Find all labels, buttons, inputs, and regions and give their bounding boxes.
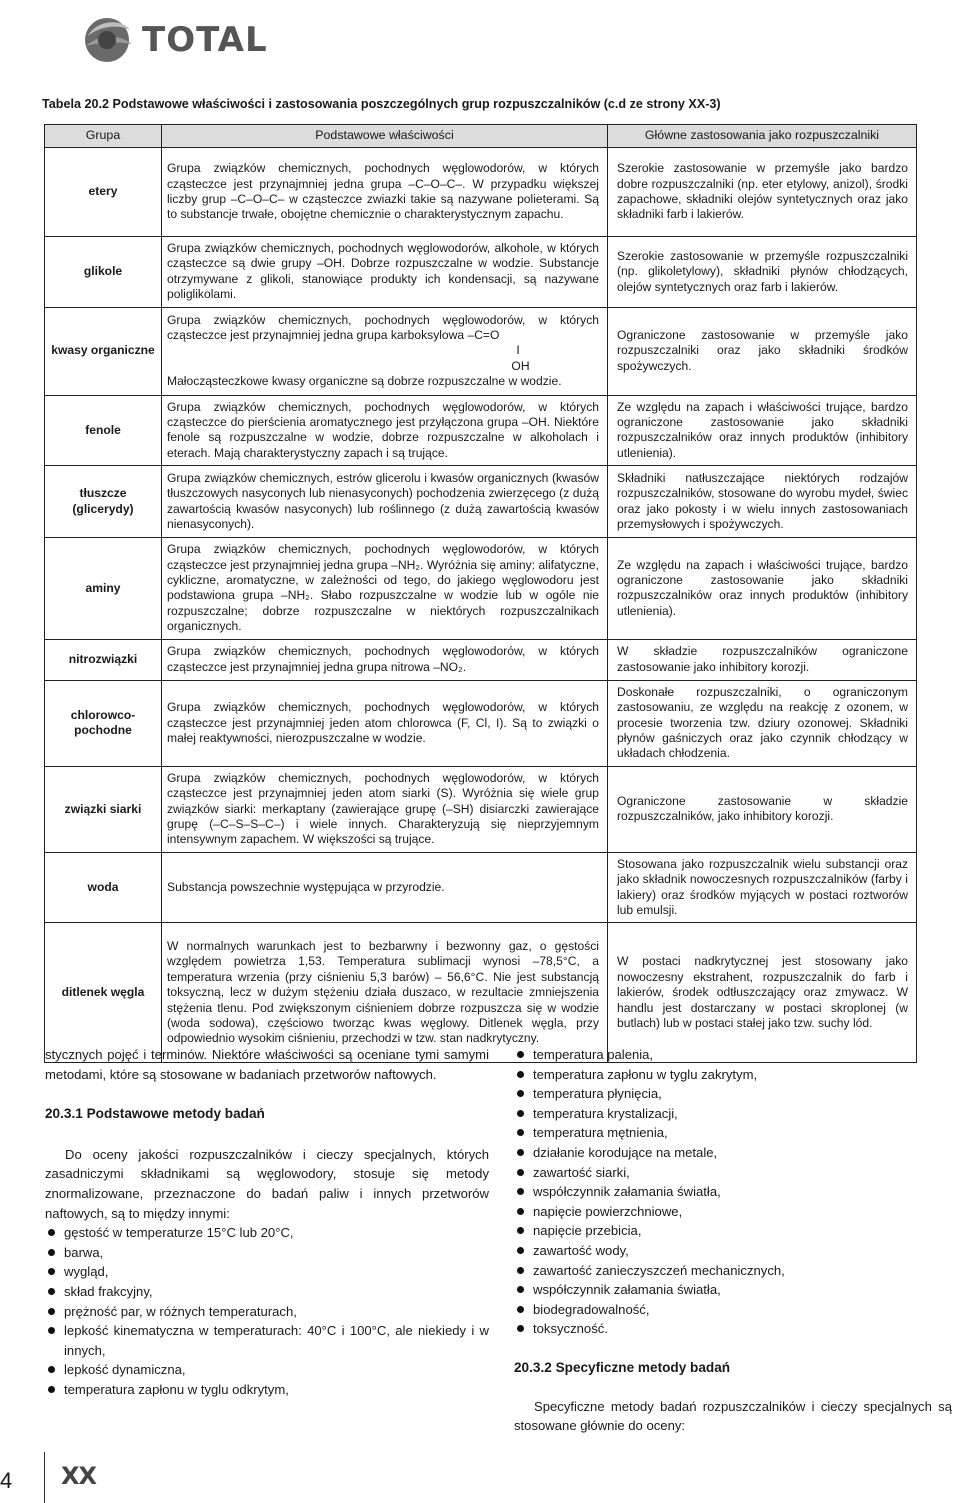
group-cell: chlorowco-pochodne: [45, 680, 162, 766]
uses-cell: W składzie rozpuszczalników ograniczone zastosowanie jako inhibitory korozji.: [608, 639, 917, 680]
table-row: [45, 237, 917, 308]
section-heading-basic: 20.3.1 Podstawowe metody badań: [45, 1106, 265, 1122]
total-logo: [78, 14, 268, 66]
list-item: temperatura mętnienia,: [514, 1123, 952, 1143]
table-row: [45, 395, 917, 466]
list-item: skład frakcyjny,: [45, 1282, 489, 1302]
list-item: działanie korodujące na metale,: [514, 1143, 952, 1163]
table-row: [45, 639, 917, 680]
group-cell: aminy: [45, 538, 162, 639]
table-row: [45, 538, 917, 639]
list-item: zawartość zanieczyszczeń mechanicznych,: [514, 1261, 952, 1281]
uses-cell: W postaci nadkrytycznej jest stosowany jako nowoczesny ekstrahent, rozpuszczalnik do farb i lakierów, środek odtłuszczający oraz zmywacz. W handlu jest dostarczany w postaci skroplonej (w butlach) lub w postaci stałej jako tzw. suchy lód.: [608, 923, 917, 1063]
table-row: [45, 307, 917, 395]
properties-cell: Grupa związków chemicznych, pochodnych węglowodorów, w których cząsteczce jest przynajmniej jedna grupa –NH₂. Wyróżnia się aminy: alifatyczne, cykliczne, aromatyczne, w zależności od tego, do jakiego węglowodoru jest podstawiona grupa –NH₂. Słabo rozpuszczalne w wodzie lub w ogóle nie rozpuszczalne; dobrze rozpuszczalne w niektórych rozpuszczalnikach organicznych.: [162, 538, 608, 639]
table-header-row: [45, 125, 917, 148]
table-row: [45, 466, 917, 538]
properties-cell: [162, 307, 608, 395]
footer-divider: [44, 1452, 45, 1503]
header-uses: Główne zastosowania jako rozpuszczalniki: [608, 125, 917, 148]
list-item: lepkość kinematyczna w temperaturach: 40°C i 100°C, ale niekiedy i w innych,: [45, 1321, 489, 1360]
list-item: temperatura palenia,: [514, 1045, 952, 1065]
total-logo-icon: [78, 14, 136, 66]
table-caption: Tabela 20.2 Podstawowe właściwości i zastosowania poszczególnych grup rozpuszczalników (c.d ze strony XX-3): [42, 97, 721, 111]
section-heading-specific: 20.3.2 Specyficzne metody badań: [514, 1359, 731, 1375]
uses-cell: Ze względu na zapach i właściwości trujące, bardzo ograniczone zastosowanie jako składniki rozpuszczalników oraz innych produktów (inhibitory utlenienia).: [608, 538, 917, 639]
footer-label: XX: [61, 1462, 97, 1490]
properties-cell: W normalnych warunkach jest to bezbarwny i bezwonny gaz, o gęstości względem powietrza 1,53. Temperatura sublimacji wynosi –78,5°C, a temperatura wrzenia (przy ciśnieniu 5,3 barów) – 56,6°C. Nie jest substancją toksyczną, lecz w dużym stężeniu działa duszaco, w rezultacie zmniejszenia stężenia tlenu. Pod zwiększonym ciśnieniem dobrze rozpuszcza się w wodzie (woda sodowa), częściowo tworząc kwas węglowy. Ditlenek węgla, przy odpowiednio wysokim ciśnieniu, przechodzi w tzw. stan nadkrytyczny.: [162, 923, 608, 1063]
table-row: [45, 852, 917, 923]
group-cell: nitrozwiązki: [45, 639, 162, 680]
logo-text: TOTAL: [142, 20, 268, 60]
list-item: współczynnik załamania światła,: [514, 1182, 952, 1202]
list-item: gęstość w temperaturze 15°C lub 20°C,: [45, 1223, 489, 1243]
basic-methods-paragraph: Do oceny jakości rozpuszczalników i cieczy specjalnych, których zasadniczymi składnikami są węglowodory, stosuje się metody znormalizowane, przeznaczone do badań paliw i innych przetworów naftowych, są to między innymi:: [45, 1146, 489, 1221]
basic-methods-list: [45, 1223, 489, 1399]
properties-cell: Grupa związków chemicznych, pochodnych węglowodorów, w których cząsteczce jest przynajmniej jedna grupa –C–O–C–. W przypadku większej liczby grup –C–O–C– w cząsteczce zwiazki takie są nazywane polieterami. Są to substancje trwałe, obojętne chemicznie o charakterystycznym zapachu.: [162, 148, 608, 237]
properties-tail: Małocząsteczkowe kwasy organiczne są dobrze rozpuszczalne w wodzie.: [167, 374, 562, 389]
properties-cell: Grupa związków chemicznych, pochodnych węglowodorów, w których cząsteczce do pierścienia aromatycznego jest przyłączona grupa –OH. Niektóre fenole są rozpuszczalne w wodzie, dobrze rozpuszczalne w alkoholach i eterach. Mają charakterystyczny zapach i są trujące.: [162, 395, 608, 466]
properties-cell: Grupa związków chemicznych, pochodnych węglowodorów, w których cząsteczce jest przynajmniej jedna grupa nitrowa –NO₂.: [162, 639, 608, 680]
header-properties: Podstawowe właściwości: [162, 125, 608, 148]
right-column: [514, 1045, 952, 1436]
properties-cell: Grupa związków chemicznych, pochodnych węglowodorów, w których cząsteczce jest przynajmniej jeden atom chlorowca (F, Cl, I). Są to związki o małej reaktywności, nierozpuszczalne w wodzie.: [162, 680, 608, 766]
uses-cell: Ze względu na zapach i właściwości trujące, bardzo ograniczone zastosowanie jako składniki rozpuszczalników oraz innych produktów (inhibitory utlenienia).: [608, 395, 917, 466]
list-item: temperatura zapłonu w tyglu zakrytym,: [514, 1065, 952, 1085]
properties-cell: Grupa związków chemicznych, pochodnych węglowodorów, w których cząsteczce jest przynajmniej jeden atom siarki (S). Wyróżnia się wiele grup związków siarki: merkaptany (zawierające grupę (–SH) disiarczki zawierające grupę (–C–S–S–C–) i wiele innych. Charakteryzują się nieprzyjemnym intensywnym zapachem. W większości są trujące.: [162, 766, 608, 852]
group-cell: związki siarki: [45, 766, 162, 852]
properties-text: Grupa związków chemicznych, pochodnych węglowodorów, w których cząsteczce jest przynajmniej jedna grupa karboksylowa –C=O: [167, 312, 599, 343]
table-row: [45, 680, 917, 766]
table-row: [45, 766, 917, 852]
formula-oh: OH: [511, 358, 530, 373]
uses-cell: Składniki natłuszczające niektórych rodzajów rozpuszczalników, stosowane do wyrobu mydeł, świec oraz jako pokosty i w wielu innych zastosowaniach przemysłowych i spożywczych.: [608, 466, 917, 538]
list-item: biodegradowalność,: [514, 1300, 952, 1320]
list-item: lepkość dynamiczna,: [45, 1360, 489, 1380]
list-item: zawartość wody,: [514, 1241, 952, 1261]
list-item: temperatura płynięcia,: [514, 1084, 952, 1104]
list-item: napięcie przebicia,: [514, 1221, 952, 1241]
properties-cell: Grupa związków chemicznych, estrów glicerolu i kwasów organicznych (kwasów tłuszczowych nasyconych lub nienasyconych) pochodzenia zwierzęcego (z dużą zawartością kwasów nasyconych) lub roślinnego (z dużą zawartością kwasów nienasyconych).: [162, 466, 608, 538]
intro-paragraph: stycznych pojęć i terminów. Niektóre właściwości są oceniane tymi samymi metodami, które są stosowane w badaniach przetworów naftowych.: [45, 1047, 489, 1082]
list-item: zawartość siarki,: [514, 1163, 952, 1183]
group-cell: tłuszcze (glicerydy): [45, 466, 162, 538]
solvents-table: [44, 124, 917, 1063]
group-cell: etery: [45, 148, 162, 237]
group-cell: glikole: [45, 237, 162, 308]
properties-cell: Grupa związków chemicznych, pochodnych węglowodorów, alkohole, w których cząsteczce są dwie grupy –OH. Dobrze rozpuszczalne w wodzie. Substancje otrzymywane z glikoli, stanowiące produkty ich kondensacji, są nazywane poliglikolami.: [162, 237, 608, 308]
uses-cell: Stosowana jako rozpuszczalnik wielu substancji oraz jako składnik nowoczesnych rozpuszczalników (farby i lakiery) oraz środków myjących w postaci roztworów lub emulsji.: [608, 852, 917, 923]
list-item: prężność par, w różnych temperaturach,: [45, 1302, 489, 1322]
list-item: toksyczność.: [514, 1319, 952, 1339]
uses-cell: Doskonałe rozpuszczalniki, o ograniczonym zastosowaniu, ze względu na reakcję z ozonem, w procesie tworzenia tzw. dziury ozonowej. Składniki płynów gaśniczych oraz jako czynnik chłodzący w układach chłodzenia.: [608, 680, 917, 766]
list-item: współczynnik załamania światła,: [514, 1280, 952, 1300]
list-item: barwa,: [45, 1243, 489, 1263]
group-cell: fenole: [45, 395, 162, 466]
group-cell: woda: [45, 852, 162, 923]
left-column: [45, 1045, 489, 1400]
formula-bond: I: [516, 343, 520, 358]
header-group: Grupa: [45, 125, 162, 148]
uses-cell: Ograniczone zastosowanie w przemyśle jako rozpuszczalniki oraz jako składniki środków spożywczych.: [608, 307, 917, 395]
uses-cell: Szerokie zastosowanie w przemyśle jako bardzo dobre rozpuszczalniki (np. eter etylowy, anizol), środki zapachowe, składniki olejów syntetycznych oraz jako składniki farb i lakierów.: [608, 148, 917, 237]
uses-cell: Ograniczone zastosowanie w składzie rozpuszczalników, jako inhibitory korozji.: [608, 766, 917, 852]
page-number: 4: [0, 1468, 13, 1493]
list-item: temperatura krystalizacji,: [514, 1104, 952, 1124]
list-item: wygląd,: [45, 1262, 489, 1282]
specific-methods-paragraph: Specyficzne metody badań rozpuszczalników i cieczy specjalnych są stosowane głównie do oceny:: [514, 1398, 952, 1434]
table-row: [45, 148, 917, 237]
group-cell: kwasy organiczne: [45, 307, 162, 395]
table-row: [45, 923, 917, 1063]
group-cell: ditlenek węgla: [45, 923, 162, 1063]
properties-cell: Substancja powszechnie występująca w przyrodzie.: [162, 852, 608, 923]
uses-cell: Szerokie zastosowanie w przemyśle rozpuszczalniki (np. glikoletylowy), składniki płynów chłodzących, olejów syntetycznych oraz farb i lakierów.: [608, 237, 917, 308]
list-item: napięcie powierzchniowe,: [514, 1202, 952, 1222]
list-item: temperatura zapłonu w tyglu odkrytym,: [45, 1380, 489, 1400]
methods-list-continued: [514, 1045, 952, 1339]
